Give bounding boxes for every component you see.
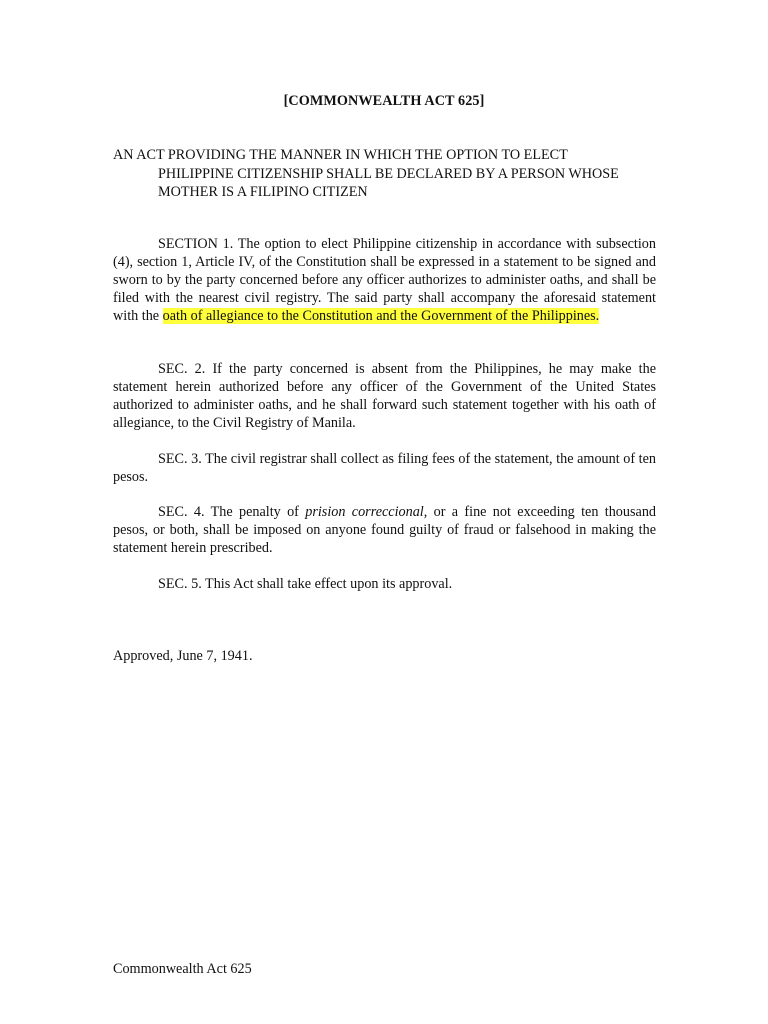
act-heading-line-3: MOTHER IS A FILIPINO CITIZEN [158, 184, 368, 200]
page-footer: Commonwealth Act 625 [113, 961, 252, 977]
section-4-italic: prision correccional [305, 504, 424, 520]
section-4-text-pre: SEC. 4. The penalty of [158, 504, 306, 520]
section-1 [113, 235, 656, 325]
act-heading [113, 146, 673, 202]
document-title: [COMMONWEALTH ACT 625] [283, 93, 485, 109]
section-5 [113, 575, 656, 593]
section-3-text: SEC. 3. The civil registrar shall collect as filing fees of the statement, the amount of ten pesos. [113, 451, 656, 485]
section-3 [113, 450, 656, 486]
section-4-text-post: , or a fine not exceeding ten thousand pesos, or both, shall be imposed on anyone found guilty of fraud or falsehood in making the statement herein prescribed. [113, 504, 657, 556]
act-heading-line-2: PHILIPPINE CITIZENSHIP SHALL BE DECLARED BY A PERSON WHOSE [158, 165, 619, 182]
section-4 [113, 503, 656, 557]
section-2 [113, 360, 656, 432]
section-1-highlight: oath of allegiance to the Constitution and the Government of the Philippines. [162, 308, 600, 324]
act-heading-line-1: AN ACT PROVIDING THE MANNER IN WHICH THE OPTION TO ELECT [113, 147, 568, 163]
section-5-text: SEC. 5. This Act shall take effect upon its approval. [158, 576, 453, 592]
section-1-text: SECTION 1. The option to elect Philippine citizenship in accordance with subsection (4), section 1, Article IV, of the Constitution shall be expressed in a statement to be signed and sworn to by the party concerned before any officer authorizes to administer oaths, and shall be filed with the nearest civil registry. The said party shall accompany the aforesaid statement with the [113, 236, 656, 324]
section-2-text: SEC. 2. If the party concerned is absent from the Philippines, he may make the statement herein authorized before any officer of the Government of the United States authorized to administer oaths, and he shall forward such statement together with his oath of allegiance, to the Civil Registry of Manila. [113, 361, 656, 431]
approval-date: Approved, June 7, 1941. [113, 648, 253, 664]
